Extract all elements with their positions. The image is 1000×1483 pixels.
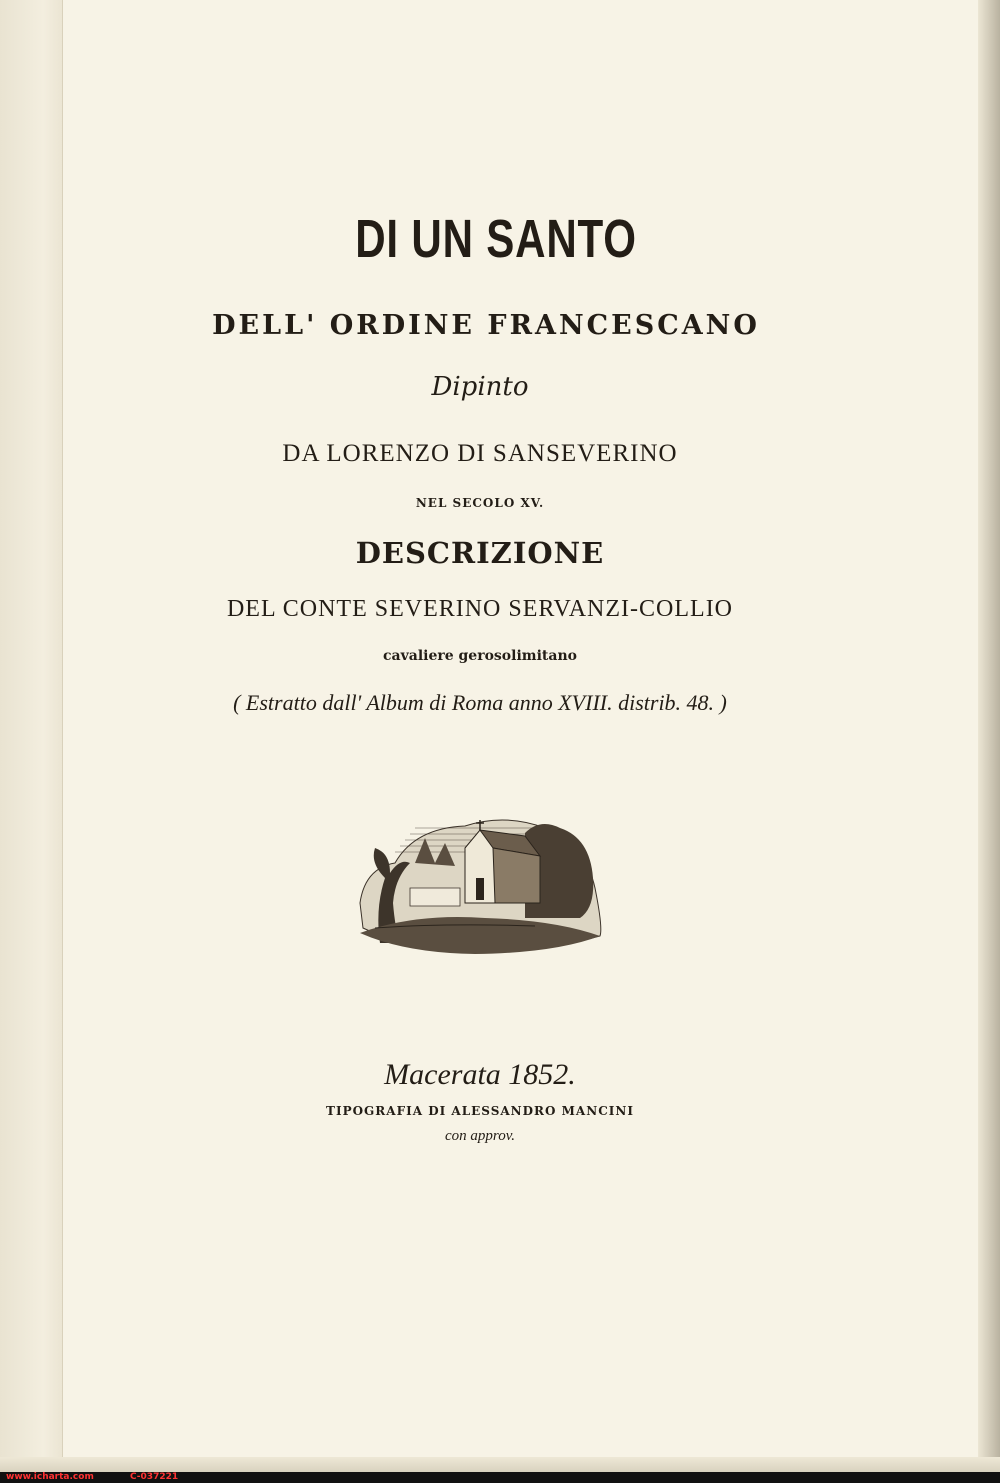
title-author-rank: cavaliere gerosolimitano xyxy=(383,648,577,664)
title-extract-note: ( Estratto dall' Album di Roma anno XVIII. distrib. 48. ) xyxy=(233,690,727,715)
title-painter: DA LORENZO DI SANSEVERINO xyxy=(282,440,678,467)
watermark-bar xyxy=(0,1472,1000,1483)
title-order: DELL' ORDINE FRANCESCANO xyxy=(212,310,760,341)
title-descrizione: DESCRIZIONE xyxy=(355,536,605,570)
title-dipinto: Dipinto xyxy=(431,372,529,402)
imprint-printer: TIPOGRAFIA DI ALESSANDRO MANCINI xyxy=(326,1104,634,1118)
church-vignette xyxy=(355,808,605,958)
title-century: NEL SECOLO XV. xyxy=(415,496,545,510)
watermark-code: C-037221 xyxy=(130,1472,179,1482)
title-main: DI UN SANTO xyxy=(355,209,637,269)
page-edge-right xyxy=(978,0,1000,1483)
watermark-site: www.icharta.com xyxy=(6,1472,94,1482)
title-author: DEL CONTE SEVERINO SERVANZI-COLLIO xyxy=(226,596,734,622)
imprint-place-year: Macerata 1852. xyxy=(384,1058,576,1091)
binding-gutter xyxy=(0,0,63,1483)
imprint-approval: con approv. xyxy=(445,1128,515,1144)
